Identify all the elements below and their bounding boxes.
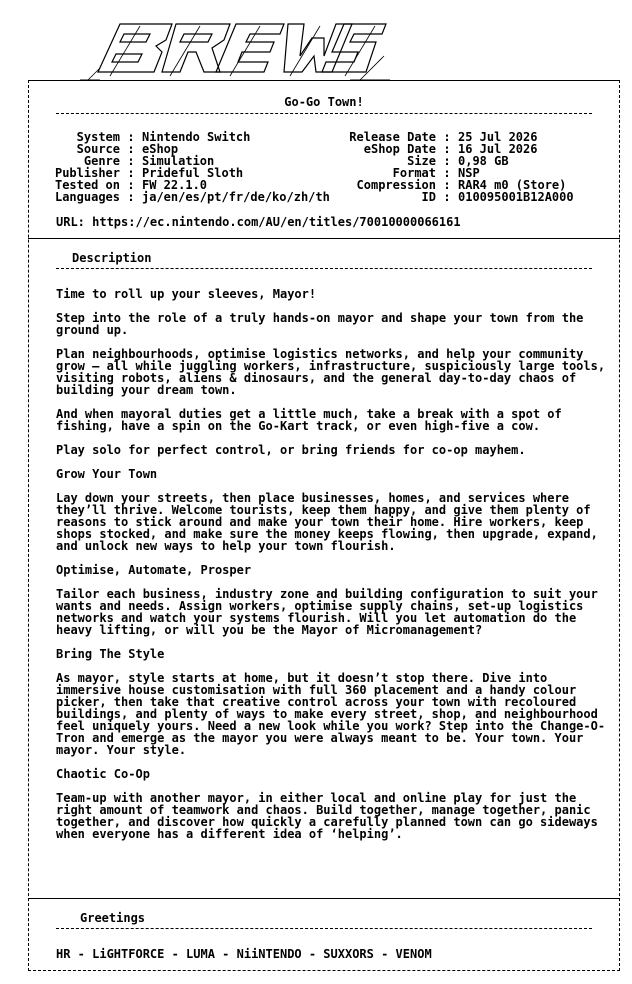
info-separator: : bbox=[443, 166, 451, 180]
description-body bbox=[56, 288, 616, 852]
info-separator: : bbox=[127, 190, 135, 204]
info-separator: : bbox=[127, 178, 135, 192]
greetings-heading: Greetings bbox=[80, 911, 146, 925]
info-row bbox=[340, 155, 574, 167]
info-separator: : bbox=[127, 166, 135, 180]
description-paragraph: Time to roll up your sleeves, Mayor! bbox=[56, 287, 317, 301]
info-row bbox=[48, 191, 330, 203]
title-underline bbox=[56, 113, 592, 114]
subsection-heading: Bring The Style bbox=[56, 647, 165, 661]
info-label: System bbox=[76, 130, 120, 144]
info-separator: : bbox=[443, 190, 451, 204]
info-label: Genre bbox=[83, 154, 120, 168]
info-value: RAR4 m0 (Store) bbox=[458, 178, 567, 192]
greetings-list: HR - LiGHTFORCE - LUMA - NiiNTENDO - SUXXORS - VENOM bbox=[56, 947, 432, 961]
description-paragraph: Step into the role of a truly hands-on mayor and shape your town from the ground up. bbox=[56, 311, 584, 337]
info-value: Prideful Sloth bbox=[142, 166, 244, 180]
info-label: eShop Date bbox=[363, 142, 436, 156]
info-separator: : bbox=[443, 142, 451, 156]
description-underline bbox=[56, 268, 592, 269]
subsection-heading: Grow Your Town bbox=[56, 467, 158, 481]
store-url: URL: https://ec.nintendo.com/AU/en/titles/70010000066161 bbox=[56, 215, 461, 229]
subsection-heading: Optimise, Automate, Prosper bbox=[56, 563, 252, 577]
info-value: NSP bbox=[458, 166, 480, 180]
info-separator: : bbox=[127, 154, 135, 168]
info-separator: : bbox=[443, 178, 451, 192]
description-paragraph: Team-up with another mayor, in either local and online play for just the right amount of teamwork and chaos. Build together, manage together, panic together, and discover how quickly a carefully planned town can go sideways when everyone has a different idea of ‘helping’. bbox=[56, 791, 598, 841]
info-value: 010095001B12A000 bbox=[458, 190, 574, 204]
brews-logo bbox=[80, 16, 390, 86]
info-label: Release Date bbox=[349, 130, 436, 144]
info-value: FW 22.1.0 bbox=[142, 178, 208, 192]
release-title: Go-Go Town! bbox=[284, 95, 364, 109]
subsection-heading: Chaotic Co-Op bbox=[56, 767, 150, 781]
section-divider bbox=[28, 238, 620, 239]
info-separator: : bbox=[127, 142, 135, 156]
info-label: ID bbox=[421, 190, 436, 204]
info-separator: : bbox=[443, 130, 451, 144]
info-label: Tested on bbox=[54, 178, 120, 192]
description-paragraph: Tailor each business, industry zone and building configuration to suit your wants and needs. Assign workers, optimise supply chains, set-up logistics networks and watch your systems flourish. Will you let automation do the heavy lifting, or will you be the Mayor of Micromanagement? bbox=[56, 587, 598, 637]
info-table-left bbox=[48, 131, 330, 203]
info-value: eShop bbox=[142, 142, 179, 156]
info-value: ja/en/es/pt/fr/de/ko/zh/th bbox=[142, 190, 330, 204]
info-row bbox=[340, 143, 574, 155]
description-heading: Description bbox=[72, 251, 152, 265]
info-label: Size bbox=[407, 154, 436, 168]
description-paragraph: As mayor, style starts at home, but it doesn’t stop there. Dive into immersive house customisation with full 360 placement and a handy colour picker, then take that creative control across your town with recoloured buildings, and plenty of ways to make every street, shop, and neighbourhood feel uniquely yours. Need a new look while you work? Step into the Change-O-Tron and emerge as the mayor you were always meant to be. Your town. Your mayor. Your style. bbox=[56, 671, 606, 757]
info-value: Simulation bbox=[142, 154, 215, 168]
info-value: 16 Jul 2026 bbox=[458, 142, 538, 156]
info-label: Languages bbox=[54, 190, 120, 204]
description-paragraph: Play solo for perfect control, or bring friends for co-op mayhem. bbox=[56, 443, 526, 457]
info-separator: : bbox=[443, 154, 451, 168]
info-value: Nintendo Switch bbox=[142, 130, 251, 144]
info-label: Publisher bbox=[54, 166, 120, 180]
description-paragraph: And when mayoral duties get a little much, take a break with a spot of fishing, have a spin on the Go-Kart track, or even high-five a cow. bbox=[56, 407, 562, 433]
info-table-right bbox=[340, 131, 574, 203]
greetings-underline bbox=[56, 928, 592, 929]
section-divider bbox=[28, 898, 620, 899]
info-label: Format bbox=[392, 166, 436, 180]
description-paragraph: Plan neighbourhoods, optimise logistics networks, and help your community grow – all while juggling workers, infrastructure, suspiciously large tools, visiting robots, aliens & dinosaurs, and the general day-to-day chaos of building your dream town. bbox=[56, 347, 606, 397]
info-value: 0,98 GB bbox=[458, 154, 509, 168]
info-separator: : bbox=[127, 130, 135, 144]
info-label: Compression bbox=[356, 178, 436, 192]
description-paragraph: Lay down your streets, then place businesses, homes, and services where they’ll thrive. Welcome tourists, keep them happy, and give them plenty of reasons to stick around and make your town their home. Hire workers, keep shops stocked, and make sure the money keeps flowing, then upgrade, expand, and unlock new ways to help your town flourish. bbox=[56, 491, 598, 553]
info-label: Source bbox=[76, 142, 120, 156]
info-row bbox=[340, 191, 574, 203]
info-value: 25 Jul 2026 bbox=[458, 130, 538, 144]
